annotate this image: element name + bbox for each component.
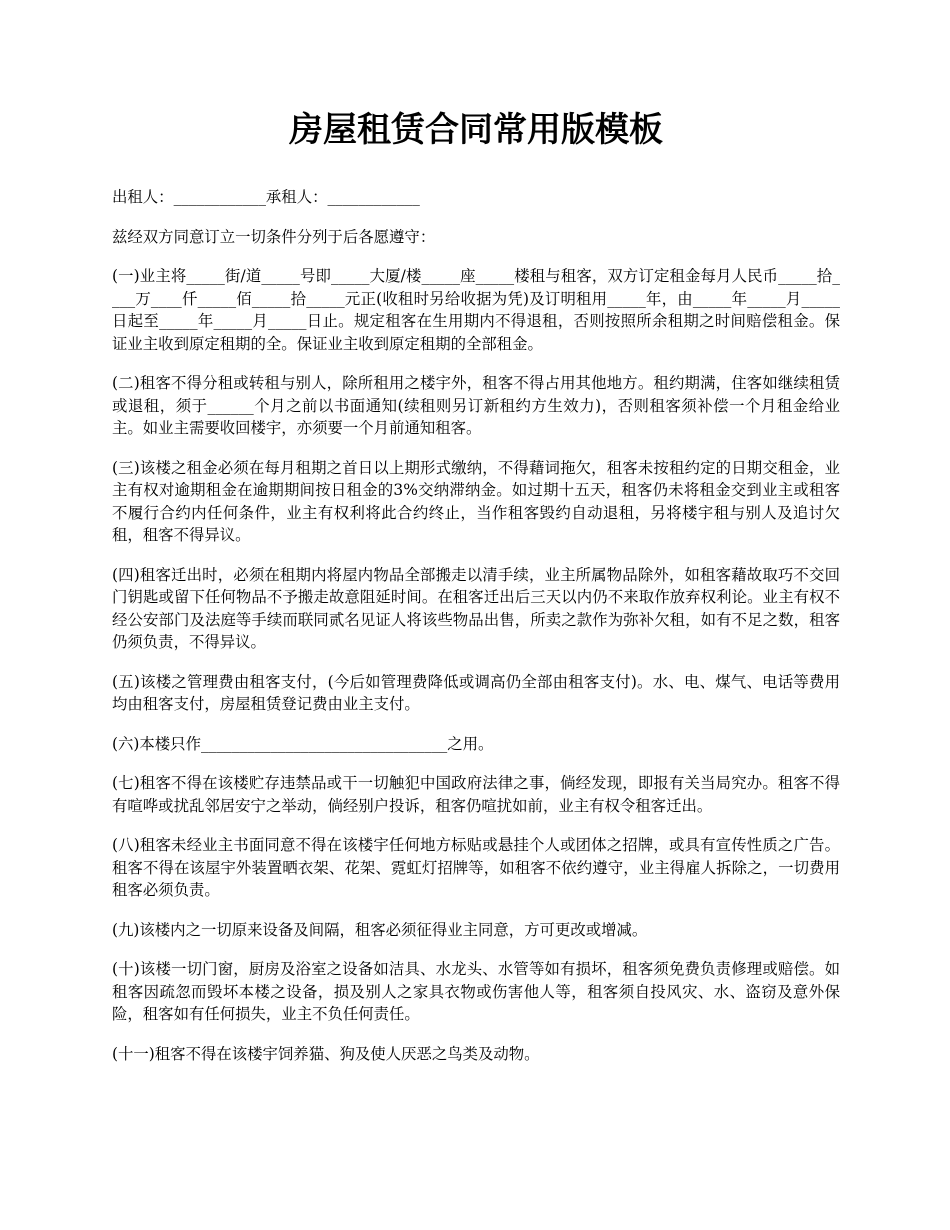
- clause-7: (七)租客不得在该楼贮存违禁品或干一切触犯中国政府法律之事，倘经发现，即报有关当局究办。租客不得有喧哗或扰乱邻居安宁之举动，倘经别户投诉，租客仍喧扰如前，业主有权令租客迁出。: [112, 774, 840, 815]
- clause-2: (二)租客不得分租或转租与别人，除所租用之楼宇外，租客不得占用其他地方。租约期满，住客如继续租赁或退租，须于______个月之前以书面通知(续租则另订新租约方生效力)，否则租客须补偿一个月租金给业主。如业主需要收回楼宇，亦须要一个月前通知租客。: [112, 374, 840, 438]
- clause-5: (五)该楼之管理费由租客支付，(今后如管理费降低或调高仍全部由租客支付)。水、电、煤气、电话等费用均由租客支付，房屋租赁登记费由业主支付。: [112, 672, 840, 714]
- clause-4: (四)租客迁出时，必须在租期内将屋内物品全部搬走以清手续，业主所属物品除外，如租客藉故取巧不交回门钥匙或留下任何物品不予搬走故意阻延时间。在租客迁出后三天以内仍不来取作放弃权利论。业主有权不经公安部门及法庭等手续而联同贰名见证人将该些物品出售，所卖之款作为弥补欠租，如有不足之数，租客仍须负责，不得异议。: [112, 565, 840, 652]
- document-title: 房屋租赁合同常用版模板: [289, 110, 663, 150]
- clause-8: (八)租客未经业主书面同意不得在该楼宇任何地方标贴或悬挂个人或团体之招牌，或具有宣传性质之广告。租客不得在该屋宇外装置晒衣架、花架、霓虹灯招牌等，如租客不依约遵守，业主得雇人拆除之，一切费用租客必须负责。: [112, 836, 840, 900]
- parties-line: 出租人：____________承租人：____________: [112, 188, 420, 207]
- preamble: 兹经双方同意订立一切条件分列于后各愿遵守：: [112, 227, 436, 246]
- clause-6: (六)本楼只作________________________________之用。: [112, 734, 494, 753]
- clause-9: (九)该楼内之一切原来设备及间隔，租客必须征得业主同意，方可更改或增减。: [112, 920, 648, 939]
- clause-1: (一)业主将_____街/道_____号即_____大厦/楼_____座_____楼租与租客，双方订定租金每月人民币_____拾____万____仟_____佰_____拾_____元正(收租时另给收据为凭)及订明租用_____年，由_____年_____月_____日起至_____年_____月_____日止。规定租客在生用期内不得退租，否则按照所余租期之时间赔偿租金。保证业主收到原定租期的全。保证业主收到原定租期的全部租金。: [112, 267, 840, 353]
- clause-10: (十)该楼一切门窗，厨房及浴室之设备如洁具、水龙头、水管等如有损坏，租客须免费负责修理或赔偿。如租客因疏忽而毁坏本楼之设备，损及别人之家具衣物或伤害他人等，租客须自投风灾、水、盗窃及意外保险，租客如有任何损失，业主不负任何责任。: [112, 960, 840, 1024]
- clause-11: (十一)租客不得在该楼宇饲养猫、狗及使人厌恶之鸟类及动物。: [112, 1044, 540, 1063]
- clause-3: (三)该楼之租金必须在每月租期之首日以上期形式缴纳，不得藉词拖欠，租客未按租约定的日期交租金，业主有权对逾期租金在逾期期间按日租金的3%交纳滞纳金。如过期十五天，租客仍未将租金交到业主或租客不履行合约内任何条件，业主有权利将此合约终止，当作租客毁约自动退租，另将楼宇租与别人及追讨欠租，租客不得异议。: [112, 458, 840, 545]
